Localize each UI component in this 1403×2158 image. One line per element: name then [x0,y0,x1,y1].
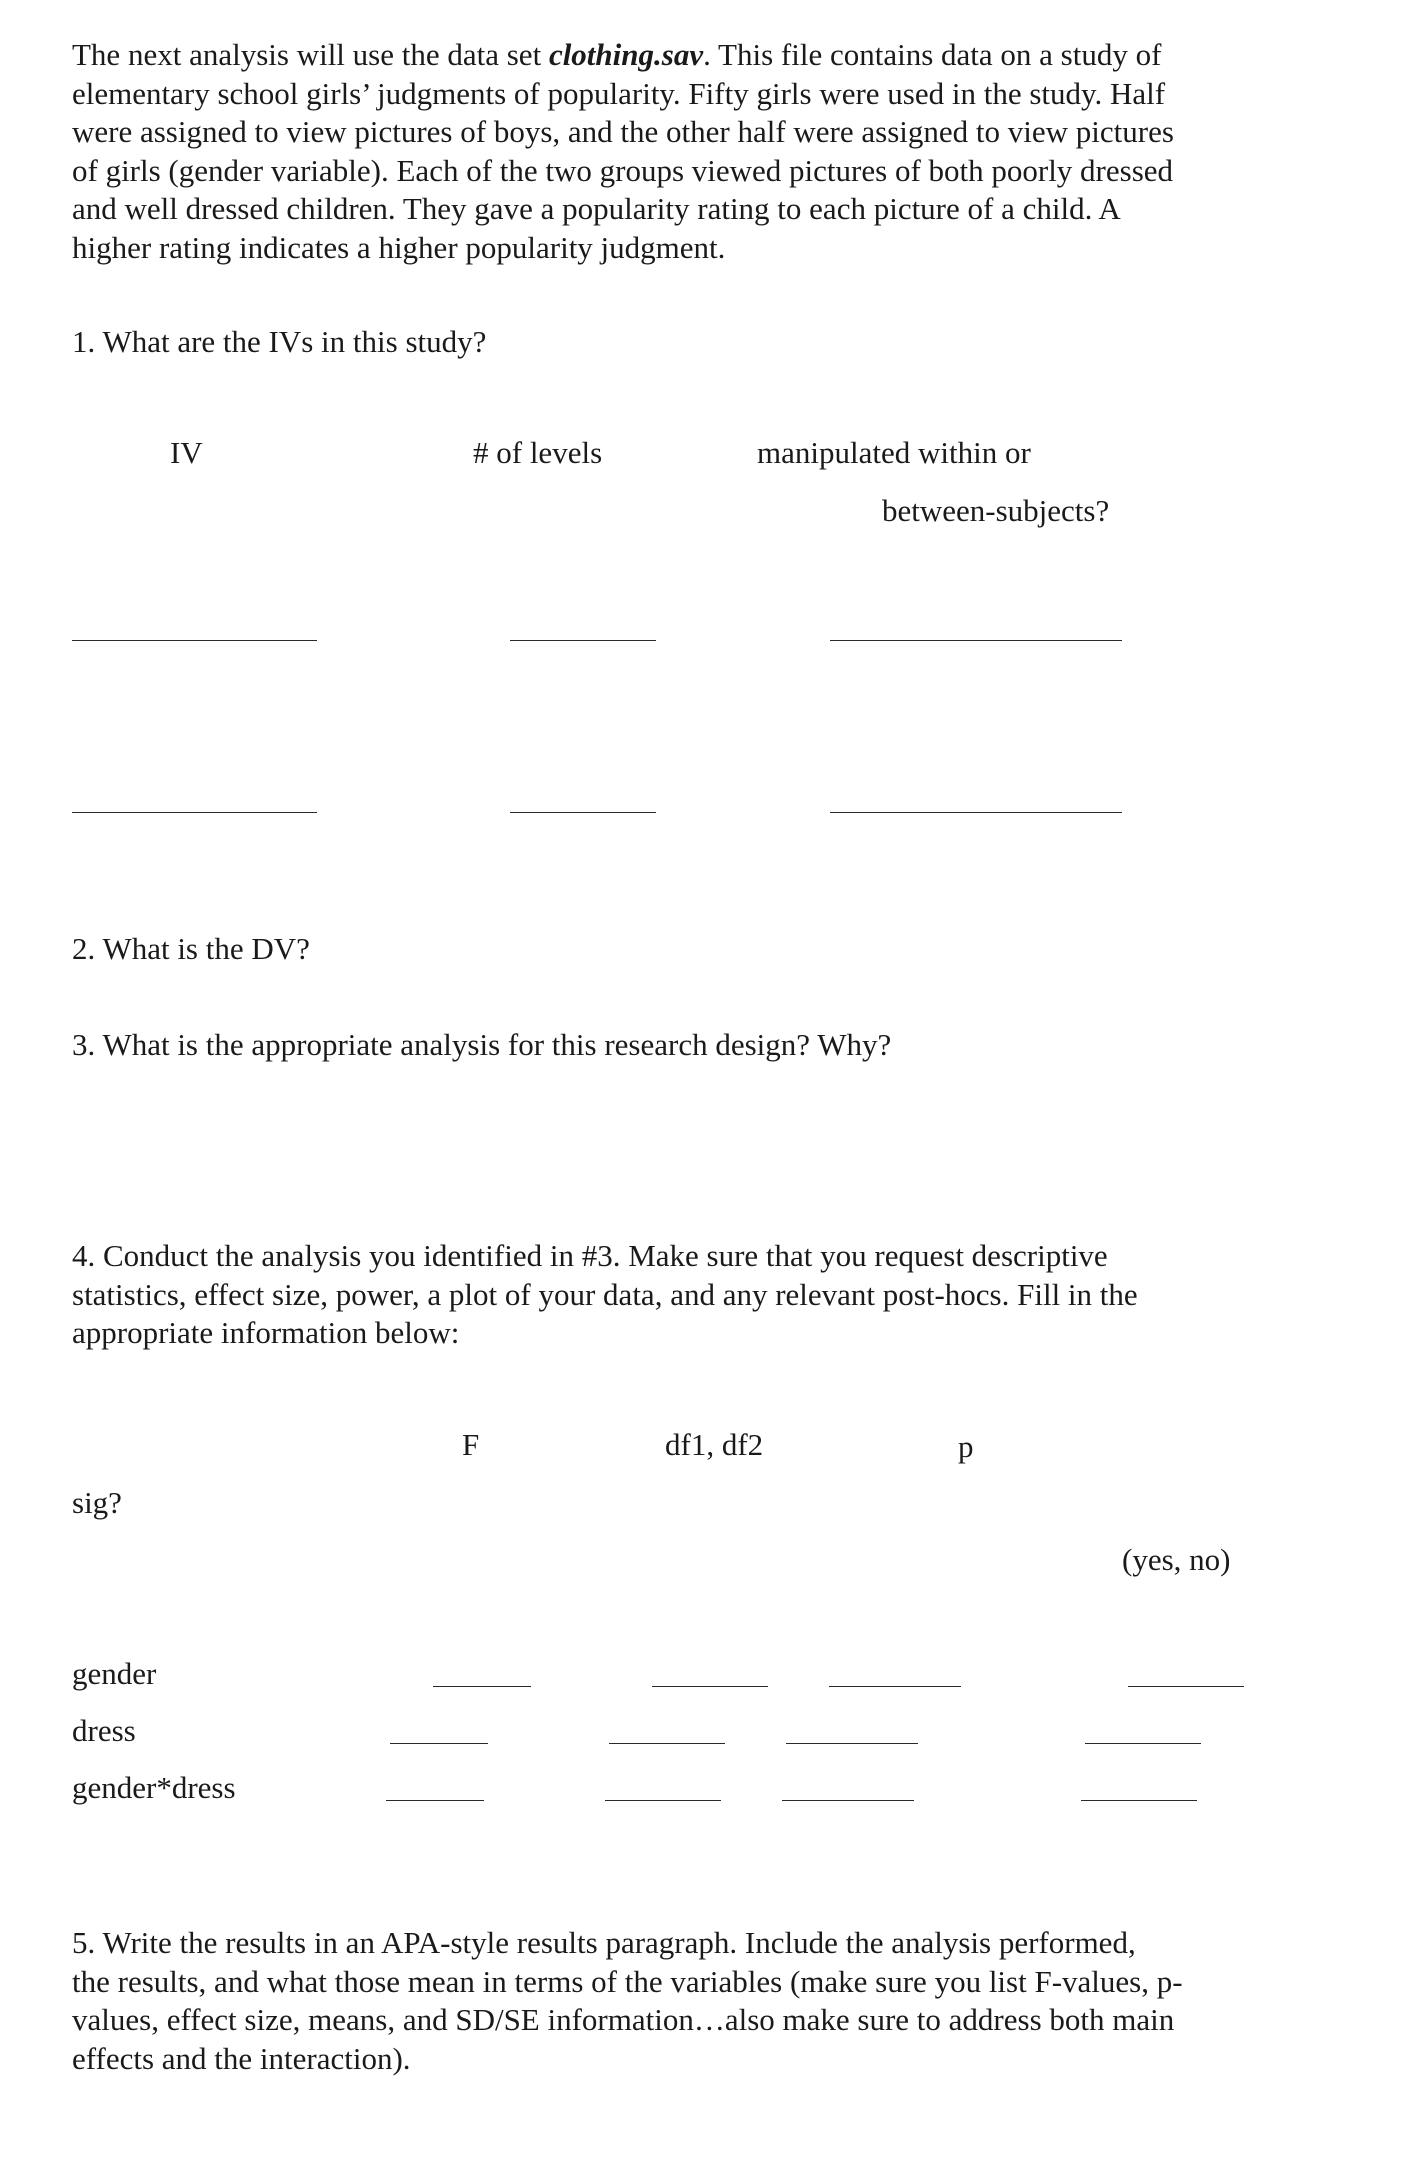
question-5-line-3: values, effect size, means, and SD/SE information…also make sure to address both main [72,2002,1175,2037]
dress-f-blank[interactable] [390,1743,488,1744]
gender-f-blank[interactable] [433,1686,531,1687]
levels-column-header: # of levels [473,435,603,470]
dataset-filename: clothing.sav [548,37,704,72]
dress-df-blank[interactable] [609,1743,725,1744]
df-column-header: df1, df2 [665,1427,764,1462]
gender-p-blank[interactable] [829,1686,961,1687]
iv-column-header: IV [170,435,203,470]
gender-sig-blank[interactable] [1128,1686,1244,1687]
question-3: 3. What is the appropriate analysis for this research design? Why? [72,1027,892,1062]
question-4-line-1: 4. Conduct the analysis you identified in #3. Make sure that you request descriptive [72,1238,1108,1273]
row-label-dress: dress [72,1713,136,1748]
question-4 [72,1237,1312,1353]
f-column-header: F [462,1427,480,1462]
intro-line-4: of girls (gender variable). Each of the two groups viewed pictures of both poorly dressed [72,152,1174,188]
row-label-gender: gender [72,1656,157,1691]
dress-p-blank[interactable] [786,1743,918,1744]
intro-line-1b: . This file contains data on a study of [703,37,1162,72]
question-5-line-2: the results, and what those mean in terms of the variables (make sure you list F-values, p- [72,1963,1183,1999]
question-5 [72,1924,1312,2078]
p-column-header: p [958,1429,974,1464]
question-5-line-1: 5. Write the results in an APA-style results paragraph. Include the analysis performed, [72,1925,1136,1960]
gender-df-blank[interactable] [652,1686,768,1687]
interaction-p-blank[interactable] [782,1800,914,1801]
intro-line-3: were assigned to view pictures of boys, and the other half were assigned to view pictures [72,114,1174,149]
intro-line-1a: The next analysis will use the data set [72,37,549,72]
intro-line-6: higher rating indicates a higher popularity judgment. [72,229,726,265]
manipulation-column-header-2: between-subjects? [882,493,1110,528]
question-1: 1. What are the IVs in this study? [72,324,487,359]
sig-column-header: sig? [72,1485,122,1520]
intro-paragraph [72,36,1312,267]
dress-sig-blank[interactable] [1085,1743,1201,1744]
intro-line-5: and well dressed children. They gave a popularity rating to each picture of a child. A [72,191,1121,226]
sig-column-subheader: (yes, no) [1122,1542,1231,1577]
question-4-line-2: statistics, effect size, power, a plot of your data, and any relevant post-hocs. Fill in the [72,1276,1138,1312]
question-2: 2. What is the DV? [72,931,310,966]
manipulation-answer-blank-1[interactable] [830,640,1122,641]
manipulation-column-header-1: manipulated within or [757,435,1031,470]
levels-answer-blank-1[interactable] [510,640,656,641]
iv-answer-blank-1[interactable] [72,640,317,641]
question-4-line-3: appropriate information below: [72,1315,460,1350]
intro-line-2: elementary school girls’ judgments of popularity. Fifty girls were used in the study. Half [72,75,1166,111]
row-label-interaction: gender*dress [72,1770,236,1805]
interaction-sig-blank[interactable] [1081,1800,1197,1801]
manipulation-answer-blank-2[interactable] [830,812,1122,813]
question-5-line-4: effects and the interaction). [72,2040,411,2076]
interaction-f-blank[interactable] [386,1800,484,1801]
interaction-df-blank[interactable] [605,1800,721,1801]
iv-answer-blank-2[interactable] [72,812,317,813]
levels-answer-blank-2[interactable] [510,812,656,813]
